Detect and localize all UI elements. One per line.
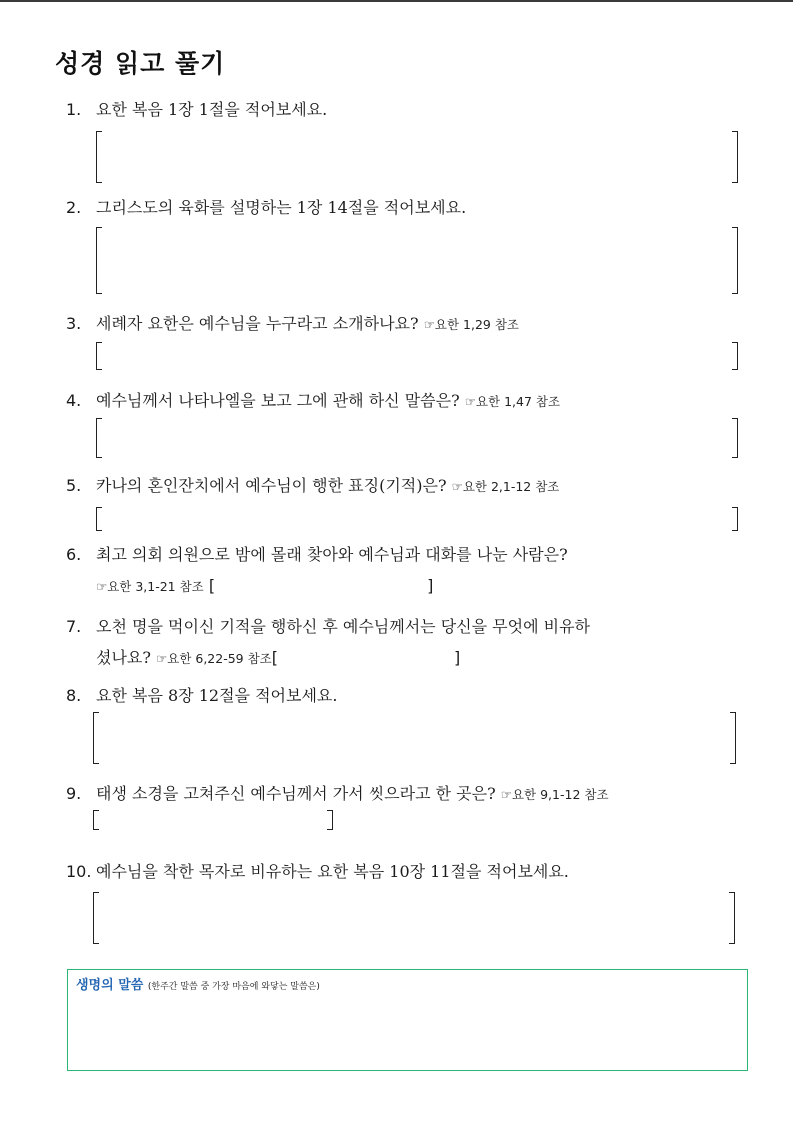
question-2 [66,192,746,223]
life-word-box[interactable] [67,969,748,1071]
question-number: 4. [66,391,82,410]
bible-reference: ☞요한 6,22-59 참조 [156,651,272,666]
question-text: 예수님을 착한 목자로 비유하는 요한 복음 10장 11절을 적어보세요. [96,862,569,881]
question-8 [66,680,746,711]
question-text: 예수님께서 나타나엘을 보고 그에 관해 하신 말씀은? [96,391,460,410]
bracket-open: [ [208,576,216,595]
page-title: 성경 읽고 풀기 [55,49,226,78]
answer-box-9[interactable] [93,810,333,830]
life-word-subtitle: (한주간 말씀 중 가장 마음에 와닿는 말씀은) [147,982,320,992]
answer-box-10[interactable] [93,892,735,944]
answer-box-4[interactable] [96,418,738,458]
bible-reference: ☞요한 2,1-12 참조 [451,479,560,494]
question-number: 10. [66,862,92,881]
bible-reference: ☞요한 1,47 참조 [464,394,561,409]
question-text: 그리스도의 육화를 설명하는 1장 14절을 적어보세요. [96,198,467,217]
life-word-title: 생명의 말씀 [76,978,144,993]
answer-box-1[interactable] [96,131,738,183]
question-text: 태생 소경을 고쳐주신 예수님께서 가서 씻으라고 한 곳은? [96,784,496,803]
question-number: 5. [66,476,82,495]
answer-box-2[interactable] [96,227,738,294]
top-rule [0,0,793,2]
bracket-close: ] [427,576,434,595]
question-6 [66,539,746,602]
answer-blank-7[interactable] [278,642,454,673]
question-7 [66,611,746,674]
question-number: 1. [66,100,82,119]
bracket-open: [ [271,648,278,667]
question-number: 9. [66,784,82,803]
question-number: 3. [66,314,82,333]
question-5 [66,470,746,502]
question-9 [66,778,746,810]
question-text: 세례자 요한은 예수님을 누구라고 소개하나요? [96,314,419,333]
question-text: 요한 복음 1장 1절을 적어보세요. [96,100,328,119]
question-10 [66,856,746,887]
answer-blank-6[interactable] [215,570,427,601]
bible-reference: ☞요한 1,29 참조 [423,317,519,332]
question-number: 2. [66,198,82,217]
answer-box-5[interactable] [96,507,738,531]
answer-box-3[interactable] [96,342,738,370]
question-text-continued: 셨나요? [96,648,151,667]
question-text: 오천 명을 먹이신 기적을 행하신 후 예수님께서는 당신을 무엇에 비유하 [96,617,590,636]
question-text: 요한 복음 8장 12절을 적어보세요. [96,686,338,705]
question-number: 6. [66,545,82,564]
bible-reference: ☞요한 9,1-12 참조 [500,787,609,802]
answer-box-8[interactable] [93,712,736,764]
question-4 [66,385,746,417]
life-word-heading [76,974,320,993]
question-3 [66,308,746,340]
question-number: 8. [66,686,82,705]
bracket-close: ] [454,648,461,667]
question-number: 7. [66,617,82,636]
bible-reference: ☞요한 3,1-21 참조 [96,579,204,594]
question-1 [66,94,746,125]
question-text: 카나의 혼인잔치에서 예수님이 행한 표징(기적)은? [96,476,447,495]
question-text: 최고 의회 의원으로 밤에 몰래 찾아와 예수님과 대화를 나눈 사람은? [96,545,568,564]
